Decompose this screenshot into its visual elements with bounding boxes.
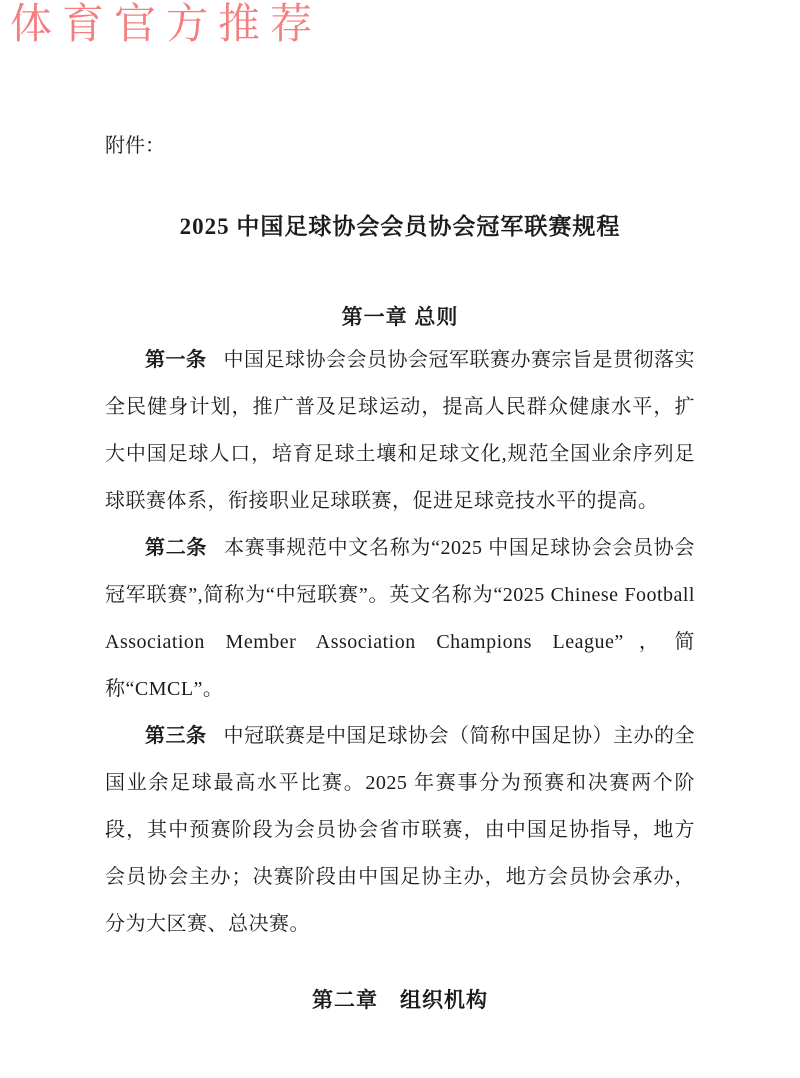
article-2-text: 本赛事规范中文名称为“2025 中国足球协会会员协会冠军联赛”,简称为“中冠联赛”。英文名称为“2025 Chinese Football Association Member Association Champions League”，简称“CMCL”。: [105, 537, 695, 700]
article-3-text: 中冠联赛是中国足球协会（简称中国足协）主办的全国业余足球最高水平比赛。2025 年赛事分为预赛和决赛两个阶段，其中预赛阶段为会员协会省市联赛，由中国足协指导，地方会员协会主办；决赛阶段由中国足协主办，地方会员协会承办，分为大区赛、总决赛。: [105, 725, 695, 935]
article-2-number: 第二条: [145, 537, 208, 559]
chapter-1-heading: 第一章 总则: [341, 306, 459, 329]
article-1-text: 中国足球协会会员协会冠军联赛办赛宗旨是贯彻落实全民健身计划，推广普及足球运动，提高人民群众健康水平，扩大中国足球人口，培育足球土壤和足球文化,规范全国业余序列足球联赛体系，衔接职业足球联赛，促进足球竞技水平的提高。: [105, 349, 695, 512]
article-1-paragraph: [105, 337, 695, 525]
chapter-2-heading: 第二章 组织机构: [312, 989, 488, 1012]
article-3-paragraph: [105, 713, 695, 948]
article-1-number: 第一条: [145, 349, 207, 371]
article-2-paragraph: [105, 525, 695, 713]
document-title: 2025 中国足球协会会员协会冠军联赛规程: [179, 214, 621, 239]
watermark-text: 体育官方推荐: [10, 2, 323, 48]
article-3-number: 第三条: [145, 725, 207, 747]
attachment-label: 附件：: [105, 135, 165, 157]
